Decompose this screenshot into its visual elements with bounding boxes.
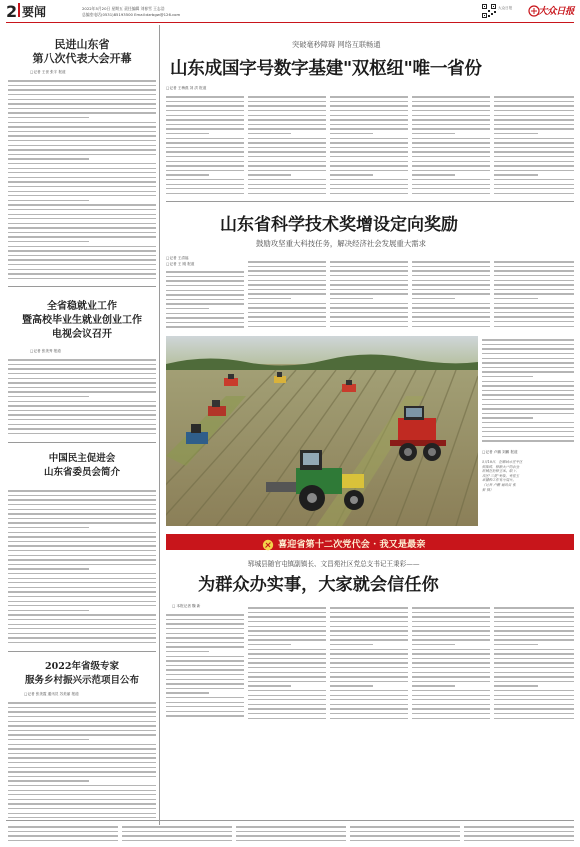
top-story-kicker: 突破毫秒障碍 网络互联畅通 — [292, 40, 381, 49]
third-story-col-2 — [248, 604, 326, 721]
photo-caption-line: 米播种工作有序展开。 — [482, 478, 516, 483]
third-story-byline: □ 本报记者 魏 新 — [172, 604, 201, 608]
top-story-bottom-rule — [166, 201, 574, 202]
third-story-col-3 — [330, 604, 408, 721]
masthead-name: 大众日报 — [538, 6, 575, 17]
article-4-title-line-2: 服务乡村振兴示范项目公布 — [24, 675, 139, 686]
bottom-strip-col-4 — [350, 823, 460, 845]
top-story-byline: □记者 王梅燕 刘 洪 报道 — [166, 86, 207, 90]
third-story-col-1 — [166, 611, 244, 721]
qr-code-icon — [482, 3, 496, 17]
second-story-byline-1: □记者 王清福 — [166, 256, 189, 260]
photo-caption-line: 5月18日，在聊城市茌平区 — [482, 460, 523, 464]
article-1-title-line-1: 民进山东省 — [54, 38, 110, 51]
article-4-body — [8, 699, 156, 819]
top-story-col-2 — [248, 93, 326, 197]
second-story-col-4 — [412, 258, 490, 330]
top-story-col-4 — [412, 93, 490, 197]
qr-label: 大众日报 — [498, 6, 513, 10]
article-3-body — [8, 487, 156, 645]
second-story-col-5 — [494, 258, 574, 330]
bottom-strip-col-5 — [464, 823, 574, 845]
article-1-title — [8, 38, 156, 66]
bottom-section-rule — [6, 820, 574, 821]
third-story-col-5 — [494, 604, 574, 721]
second-story-subhead: 鼓励攻坚重大科技任务，解决经济社会发展重大需求 — [256, 239, 426, 248]
left-divider-1 — [8, 286, 156, 287]
article-4-title-line-1: 2022年省级专家 — [45, 661, 119, 672]
top-story-col-3 — [330, 93, 408, 197]
bottom-strip-col-2 — [122, 823, 232, 845]
second-story-headline: 山东省科学技术奖增设定向奖励 — [220, 215, 458, 235]
second-story-byline-2: □记者 王 刚 报道 — [166, 262, 195, 266]
section-title: 要闻 — [22, 5, 47, 19]
photo-caption-line: 该区"三夏"麦收、麦茬玉 — [482, 473, 520, 478]
left-divider-2 — [8, 442, 156, 443]
article-2-title-line-1: 全省稳就业工作 — [47, 301, 117, 312]
header-rule — [6, 22, 574, 23]
second-story-col-5b — [482, 336, 574, 446]
article-4-title — [8, 660, 156, 688]
article-1-body — [8, 77, 156, 283]
farm-photo — [166, 336, 478, 526]
top-story-col-5 — [494, 93, 574, 197]
meta-line-2: 总编室电话(0531)85193500 Email:dzrbgw@126.com — [82, 12, 181, 17]
party-congress-banner — [166, 534, 574, 550]
photo-caption — [482, 460, 574, 492]
page-number-bar — [18, 3, 20, 17]
photo-caption-line: 韩集镇，种粮大户的农业 — [482, 464, 520, 469]
article-2-title — [8, 300, 156, 342]
second-story-col-2 — [248, 258, 326, 330]
top-story-col-1 — [166, 93, 244, 197]
page-number: 2 — [6, 2, 18, 21]
banner-text: 喜迎省第十二次党代会 · 我又是最亲 — [278, 539, 426, 550]
article-2-title-line-2: 暨高校毕业生就业创业工作 — [22, 315, 142, 326]
article-1-title-line-2: 第八次代表大会开幕 — [32, 52, 132, 65]
banner-emblem-icon — [262, 536, 274, 548]
photo-caption-line: （记者 卢鹏 通讯员 张 — [482, 482, 516, 487]
article-2-title-line-3: 电视会议召开 — [52, 329, 112, 340]
article-3-title — [8, 452, 156, 480]
bottom-strip-col-3 — [236, 823, 346, 845]
article-1-byline: □记者 王世 张宇 报道 — [30, 70, 66, 74]
article-3-title-line-2: 山东省委员会简介 — [43, 467, 120, 478]
article-4-byline: □记者 张美霞 通讯员 苏美丽 报道 — [24, 692, 79, 696]
photo-byline: □记者 卢鹏 刘鹏 报道 — [482, 450, 518, 454]
top-story-headline: 山东成国字号数字基建"双枢纽"唯一省份 — [170, 58, 482, 79]
third-story-col-4 — [412, 604, 490, 721]
left-column-divider — [159, 25, 160, 825]
third-story-headline: 为群众办实事，大家就会信任你 — [198, 575, 439, 595]
left-divider-3 — [8, 651, 156, 652]
article-2-body — [8, 356, 156, 438]
bottom-strip-col-1 — [8, 823, 118, 845]
photo-caption-line: 新 摄） — [482, 487, 494, 492]
meta-line-1: 2022年5月20日 星期五 责任编辑 刘春雪 王志浩 — [82, 6, 165, 11]
second-story-col-3 — [330, 258, 408, 330]
second-story-col-1 — [166, 268, 244, 330]
third-story-kicker: 郓城县随官屯镇副镇长、文昌苑社区党总支书记王秉彩—— — [248, 560, 420, 568]
article-3-title-line-1: 中国民主促进会 — [48, 453, 116, 464]
article-2-byline: □记者 张美秀 报道 — [30, 349, 61, 353]
photo-caption-line: 机械在抢种玉米。眼下， — [482, 469, 520, 474]
